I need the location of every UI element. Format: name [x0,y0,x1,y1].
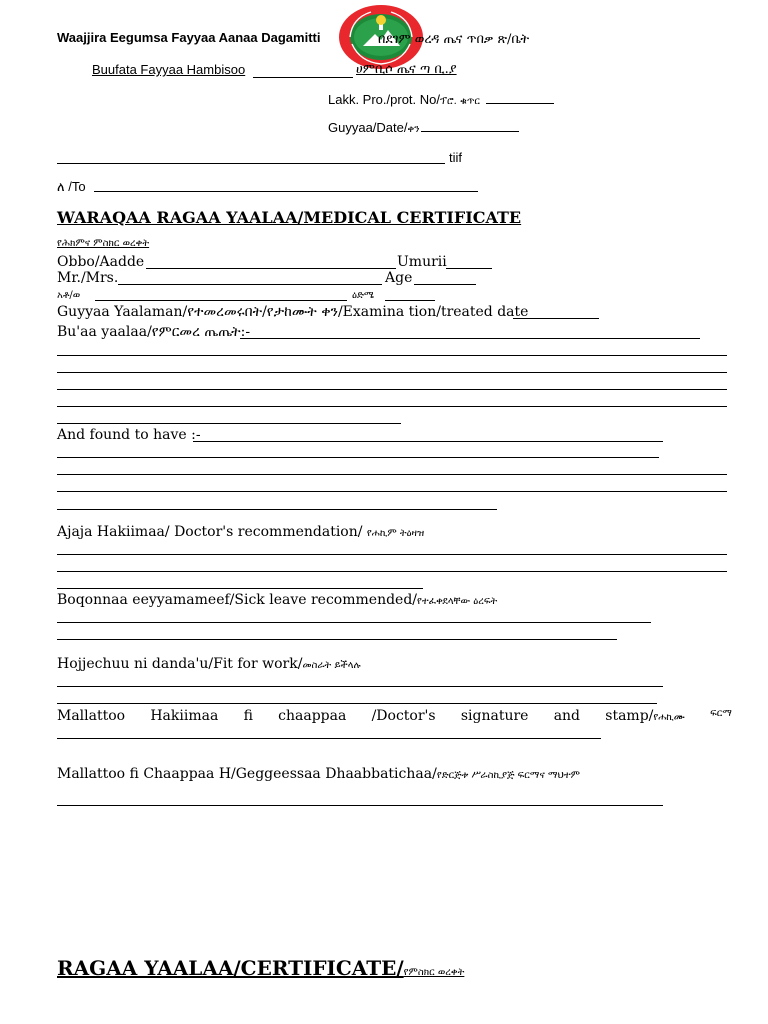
edme-label: ዕድሜ [352,290,375,301]
protocol-number-label: Lakk. Pro./prot. No/ [328,92,440,107]
recommendation-line-1[interactable] [57,554,727,555]
name-field-amharic[interactable] [95,300,347,301]
doctor-signature-field[interactable] [57,738,601,739]
facility-name-oromo: Buufata Fayyaa Hambisoo [92,62,246,77]
complaint-label: Bu'aa yaalaa/የምርመረ ጤጤት:- [57,324,251,340]
signature-amharic-a: የሐኪሙ [653,712,685,723]
date-line [328,120,521,135]
protocol-number-line [328,92,556,107]
ato-label: አቶ/ወ [57,290,81,301]
sick-leave-amharic: የተፈቀደላቸው ዕረፍት [417,596,498,607]
sick-leave-line-1[interactable] [57,622,651,623]
diagnosis-line-1[interactable] [57,457,659,458]
recommendation-line-2[interactable] [57,571,727,572]
date-label: Guyyaa/Date/ [328,120,408,135]
facility-name [92,62,245,77]
facility-name-amharic: ሀምቢሶ ጤና ጣ ቢ.ያ [356,62,457,77]
exam-date-field[interactable] [513,318,599,319]
signature-word: chaappaa [278,708,347,724]
name-field-oromo[interactable] [146,268,396,269]
date-amharic: ቀን [407,124,420,135]
to-field[interactable] [94,191,478,192]
fit-for-work-line [57,656,361,672]
date-field[interactable] [421,130,519,132]
complaint-line-5[interactable] [57,423,401,424]
organization-name-amharic: በደገም ወረዳ ጤና ጥበቃ ጽ/ቤት [378,32,530,47]
complaint-field[interactable] [240,338,700,339]
fit-for-work-line-2[interactable] [57,703,657,704]
to-label: ለ /To [57,179,86,194]
doctor-signature-line [57,708,732,724]
head-signature-amharic: የድርጅቱ ሥራስኪያጅ ፍርማና ማህተም [436,770,580,781]
footer-title-text: RAGAA YAALAA/CERTIFICATE/ [57,956,404,980]
fit-for-work-line-1[interactable] [57,686,663,687]
diagnosis-line-4[interactable] [57,509,497,510]
age-label: Age [385,270,413,286]
signature-word: signature [460,708,529,724]
facility-underline [253,77,353,78]
protocol-number-field[interactable] [486,102,554,104]
signature-word: /Doctor's [371,708,436,724]
umurii-label: Umurii [397,254,447,270]
signature-word: Hakiimaa [150,708,219,724]
amharic-title: የሕክምና ምስክር ወረቀት [57,238,150,249]
recommendation-label: Ajaja Hakiimaa/ Doctor's recommendation/ [57,524,363,540]
name-field-english[interactable] [118,284,382,285]
recommendation-amharic: የሐኪም ትዕዛዝ [366,528,425,539]
sick-leave-line [57,592,497,608]
diagnosis-line-3[interactable] [57,491,727,492]
age-field-amharic[interactable] [385,300,435,301]
signature-word: and [553,708,581,724]
exam-date-label: Guyyaa Yaalaman/የተመረመሩበት/የታከሙት ቀን/Examina tion/treated date [57,304,529,320]
complaint-line-4[interactable] [57,406,727,407]
head-signature-field[interactable] [57,805,663,806]
found-to-have-label: And found to have :- [57,427,201,443]
footer-title-amharic: የምስክር ወረቀት [403,967,465,978]
diagnosis-field[interactable] [193,441,663,442]
fit-for-work-label: Hojjechuu ni danda'u/Fit for work/ [57,656,303,672]
recipient-field[interactable] [57,163,445,164]
signature-word: stamp/ [605,708,654,724]
tiif-label: tiif [449,150,462,165]
complaint-line-3[interactable] [57,389,727,390]
diagnosis-line-2[interactable] [57,474,727,475]
signature-amharic-b: ፍርማ [710,708,732,719]
mr-mrs-label: Mr./Mrs. [57,270,119,286]
obbo-label: Obbo/Aadde [57,254,145,270]
complaint-line-2[interactable] [57,372,727,373]
sick-leave-line-2[interactable] [57,639,617,640]
footer-certificate-title [57,956,464,980]
sick-leave-label: Boqonnaa eeyyamameef/Sick leave recommended/ [57,592,418,608]
recommendation-line [57,524,424,540]
protocol-number-amharic: ፕሮ. ቁጥር [440,96,480,107]
head-signature-label: Mallattoo fi Chaappaa H/Geggeessaa Dhaabbatichaa/ [57,766,437,782]
age-field[interactable] [414,284,476,285]
complaint-line-1[interactable] [57,355,727,356]
head-signature-line [57,766,580,782]
organization-name-oromo: Waajjira Eegumsa Fayyaa Aanaa Dagamitti [57,30,321,45]
certificate-title: WARAQAA RAGAA YAALAA/MEDICAL CERTIFICATE [57,208,522,227]
fit-for-work-amharic: መስራት ይችላሉ [302,660,361,671]
recommendation-line-3[interactable] [57,588,423,589]
signature-word: fi [243,708,253,724]
umurii-field[interactable] [446,268,492,269]
signature-word: Mallattoo [57,708,126,724]
